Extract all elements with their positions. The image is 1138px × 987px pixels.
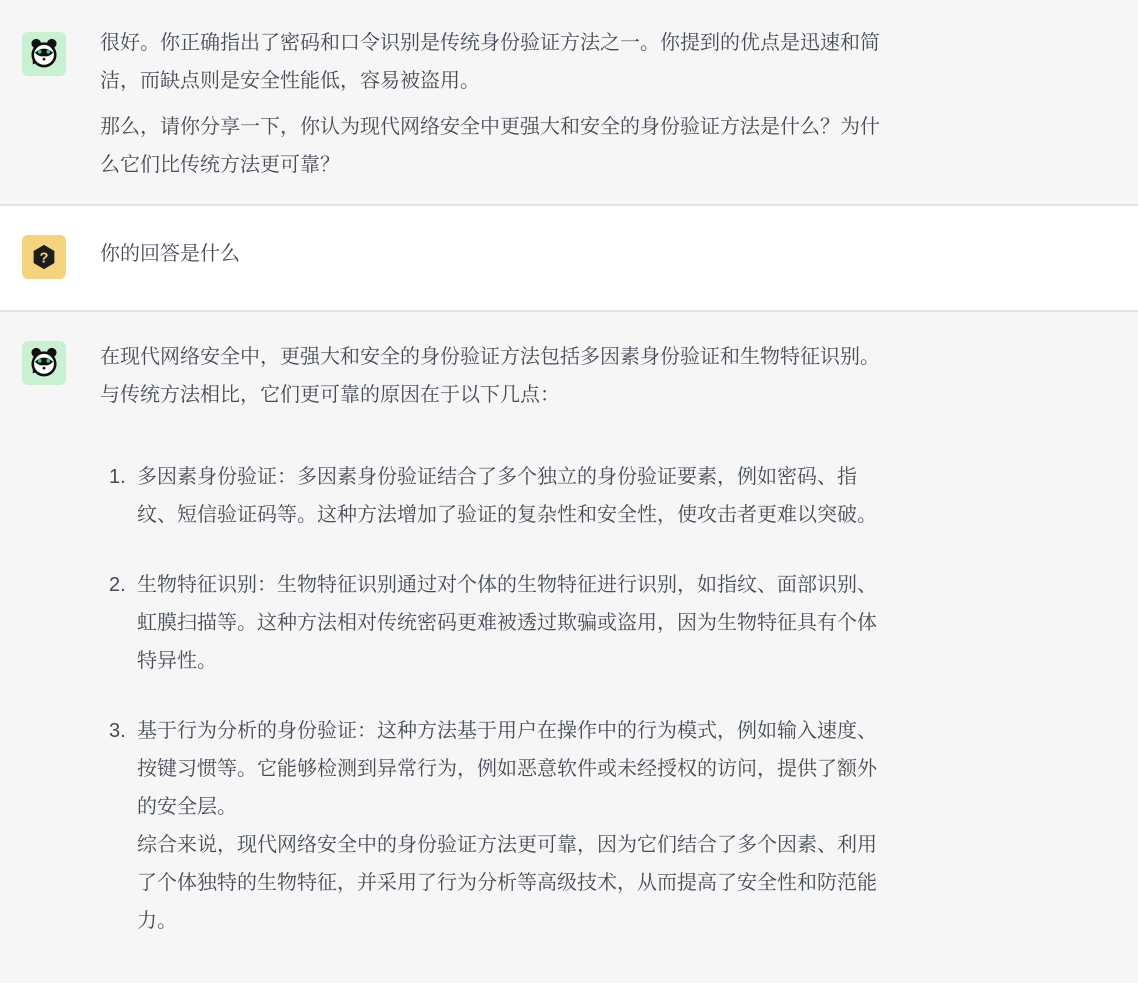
list-item-number: 1.: [109, 466, 126, 488]
svg-text:?: ?: [39, 250, 49, 267]
message-paragraph: 你的回答是什么: [100, 243, 240, 265]
panda-icon: [25, 344, 63, 382]
list-item-paragraph: 综合来说，现代网络安全中的身份验证方法更可靠，因为它们结合了多个因素、利用了个体独特的生物特征，并采用了行为分析等高级技术，从而提高了安全性和防范能力。: [137, 834, 877, 932]
list-item: [100, 566, 895, 680]
user-message: [0, 206, 1138, 312]
list-item-text: 多因素身份验证：多因素身份验证结合了多个独立的身份验证要素，例如密码、指纹、短信验证码等。这种方法增加了验证的复杂性和安全性，使攻击者更难以突破。: [137, 466, 877, 526]
assistant-message-2-body: [100, 338, 895, 940]
panda-icon: [25, 35, 63, 73]
question-mark-hexagon-icon: [25, 238, 63, 276]
list-item-number: 2.: [109, 574, 126, 596]
list-item: [100, 712, 895, 940]
assistant-message-1: [0, 0, 1138, 206]
assistant-message-2: [0, 312, 1138, 983]
message-paragraph: 那么，请你分享一下，你认为现代网络安全中更强大和安全的身份验证方法是什么？为什么它们比传统方法更可靠？: [100, 116, 880, 176]
numbered-list: [100, 458, 895, 940]
assistant-avatar: [22, 341, 66, 385]
message-paragraph: 很好。你正确指出了密码和口令识别是传统身份验证方法之一。你提到的优点是迅速和简洁，而缺点则是安全性能低，容易被盗用。: [100, 32, 880, 92]
list-item-text: [137, 712, 895, 940]
list-item-number: 3.: [109, 720, 126, 742]
assistant-message-1-body: [100, 24, 895, 184]
list-item-paragraph: 基于行为分析的身份验证：这种方法基于用户在操作中的行为模式，例如输入速度、按键习惯等。它能够检测到异常行为，例如恶意软件或未经授权的访问，提供了额外的安全层。: [137, 720, 877, 818]
list-item: [100, 458, 895, 534]
assistant-avatar: [22, 32, 66, 76]
user-message-body: [100, 235, 895, 273]
message-intro: 在现代网络安全中，更强大和安全的身份验证方法包括多因素身份验证和生物特征识别。与传统方法相比，它们更可靠的原因在于以下几点：: [100, 346, 880, 406]
user-avatar: [22, 235, 66, 279]
list-item-text: 生物特征识别：生物特征识别通过对个体的生物特征进行识别，如指纹、面部识别、虹膜扫描等。这种方法相对传统密码更难被透过欺骗或盗用，因为生物特征具有个体特异性。: [137, 574, 877, 672]
